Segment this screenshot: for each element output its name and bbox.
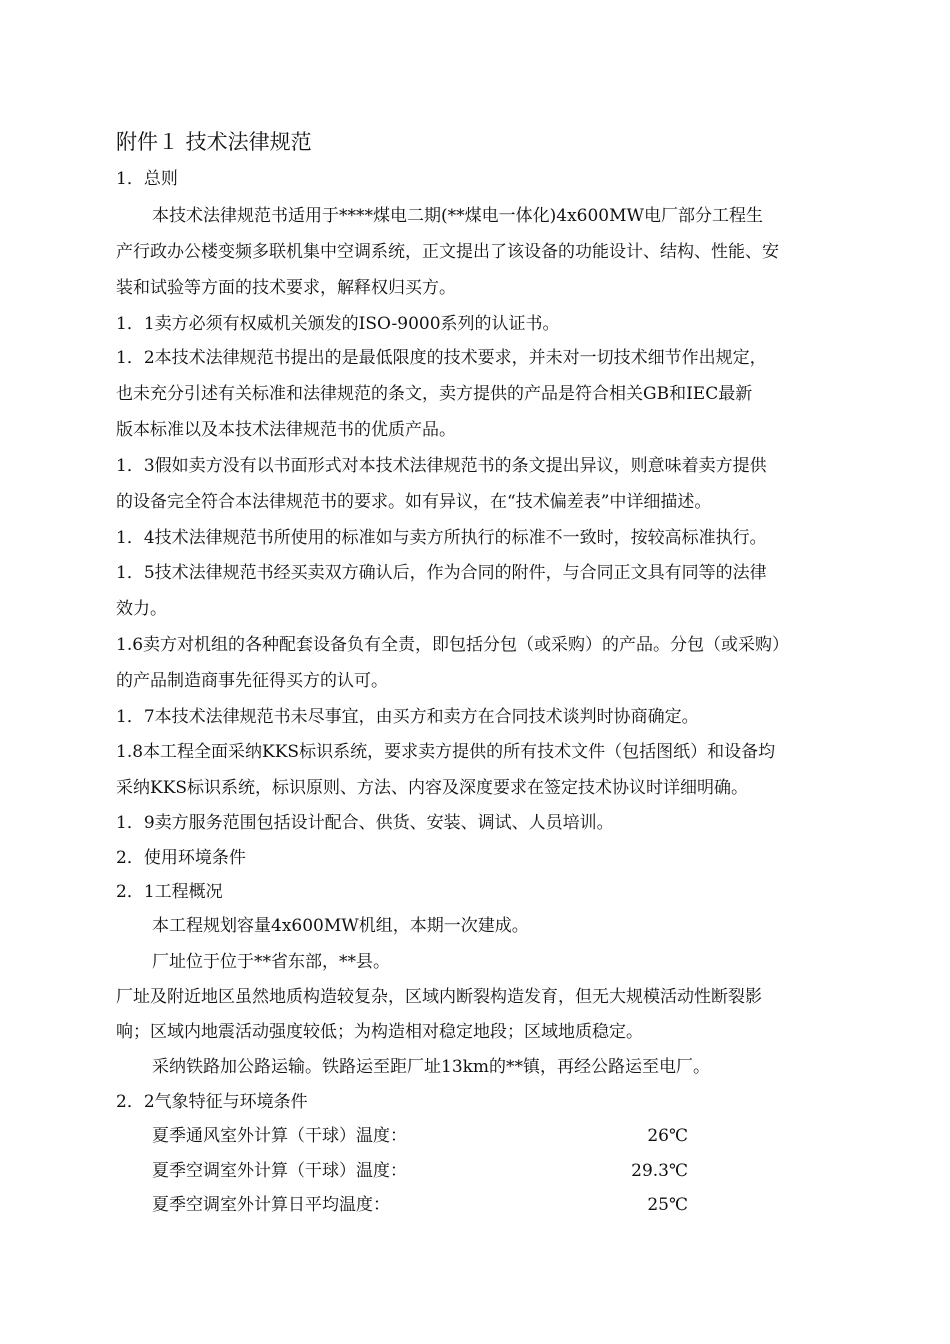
subsection-heading-overview: 2．1工程概况 xyxy=(116,882,223,902)
clause-1-6-line: 1.6卖方对机组的各种配套设备负有全责，即包括分包（或采购）的产品。分包（或采购） xyxy=(116,635,790,655)
section-heading-general: 1．总则 xyxy=(116,169,178,189)
subsection-heading-climate: 2．2气象特征与环境条件 xyxy=(116,1092,308,1112)
climate-item-value: 29.3℃ xyxy=(631,1161,688,1181)
clause-1-9: 1．9卖方服务范围包括设计配合、供货、安装、调试、人员培训。 xyxy=(116,813,614,833)
clause-1-5-line: 效力。 xyxy=(116,599,167,619)
clause-1-1: 1．1卖方必须有权威机关颁发的ISO-9000系列的认证书。 xyxy=(116,314,560,334)
paragraph-line: 装和试验等方面的技术要求，解释权归买方。 xyxy=(116,278,456,298)
climate-item-label: 夏季空调室外计算（干球）温度： xyxy=(152,1161,407,1181)
clause-1-7: 1．7本技术法律规范书未尽事宜，由买方和卖方在合同技术谈判时协商确定。 xyxy=(116,707,699,727)
page-title: 附件１ 技术法律规范 xyxy=(116,130,312,154)
paragraph-line: 本技术法律规范书适用于****煤电二期(**煤电一体化)4x600MW电厂部分工程生 xyxy=(152,206,763,226)
climate-item-value: 25℃ xyxy=(647,1195,688,1215)
paragraph-line: 本工程规划容量4x600MW机组，本期一次建成。 xyxy=(152,916,529,936)
section-heading-environment: 2．使用环境条件 xyxy=(116,848,246,868)
clause-1-3-line: 的设备完全符合本法律规范书的要求。如有异议，在“技术偏差表”中详细描述。 xyxy=(116,492,712,512)
clause-1-2-line: 1．2本技术法律规范书提出的是最低限度的技术要求，并未对一切技术细节作出规定， xyxy=(116,348,767,368)
clause-1-2-line: 也未充分引述有关标准和法律规范的条文，卖方提供的产品是符合相关GB和IEC最新 xyxy=(116,384,753,404)
paragraph-line: 响；区域内地震活动强度较低；为构造相对稳定地段；区域地质稳定。 xyxy=(116,1022,643,1042)
paragraph-line: 采纳铁路加公路运输。铁路运至距厂址13km的**镇，再经公路运至电厂。 xyxy=(152,1057,711,1077)
climate-item-value: 26℃ xyxy=(647,1126,688,1146)
clause-1-2-line: 版本标准以及本技术法律规范书的优质产品。 xyxy=(116,420,456,440)
climate-item-label: 夏季空调室外计算日平均温度： xyxy=(152,1195,390,1215)
clause-1-8-line: 采纳KKS标识系统，标识原则、方法、内容及深度要求在签定技术协议时详细明确。 xyxy=(116,778,749,798)
clause-1-3-line: 1．3假如卖方没有以书面形式对本技术法律规范书的条文提出异议，则意味着卖方提供 xyxy=(116,456,767,476)
paragraph-line: 厂址位于位于**省东部，**县。 xyxy=(152,952,390,972)
paragraph-line: 厂址及附近地区虽然地质构造较复杂，区域内断裂构造发育，但无大规模活动性断裂影 xyxy=(116,987,762,1007)
paragraph-line: 产行政办公楼变频多联机集中空调系统，正文提出了该设备的功能设计、结构、性能、安 xyxy=(116,242,779,262)
climate-item-label: 夏季通风室外计算（干球）温度： xyxy=(152,1126,407,1146)
clause-1-8-line: 1.8本工程全面采纳KKS标识系统，要求卖方提供的所有技术文件（包括图纸）和设备均 xyxy=(116,742,776,762)
clause-1-6-line: 的产品制造商事先征得买方的认可。 xyxy=(116,671,388,691)
clause-1-5-line: 1．5技术法律规范书经买卖双方确认后，作为合同的附件，与合同正文具有同等的法律 xyxy=(116,563,767,583)
clause-1-4: 1．4技术法律规范书所使用的标准如与卖方所执行的标准不一致时，按较高标准执行。 xyxy=(116,528,767,548)
